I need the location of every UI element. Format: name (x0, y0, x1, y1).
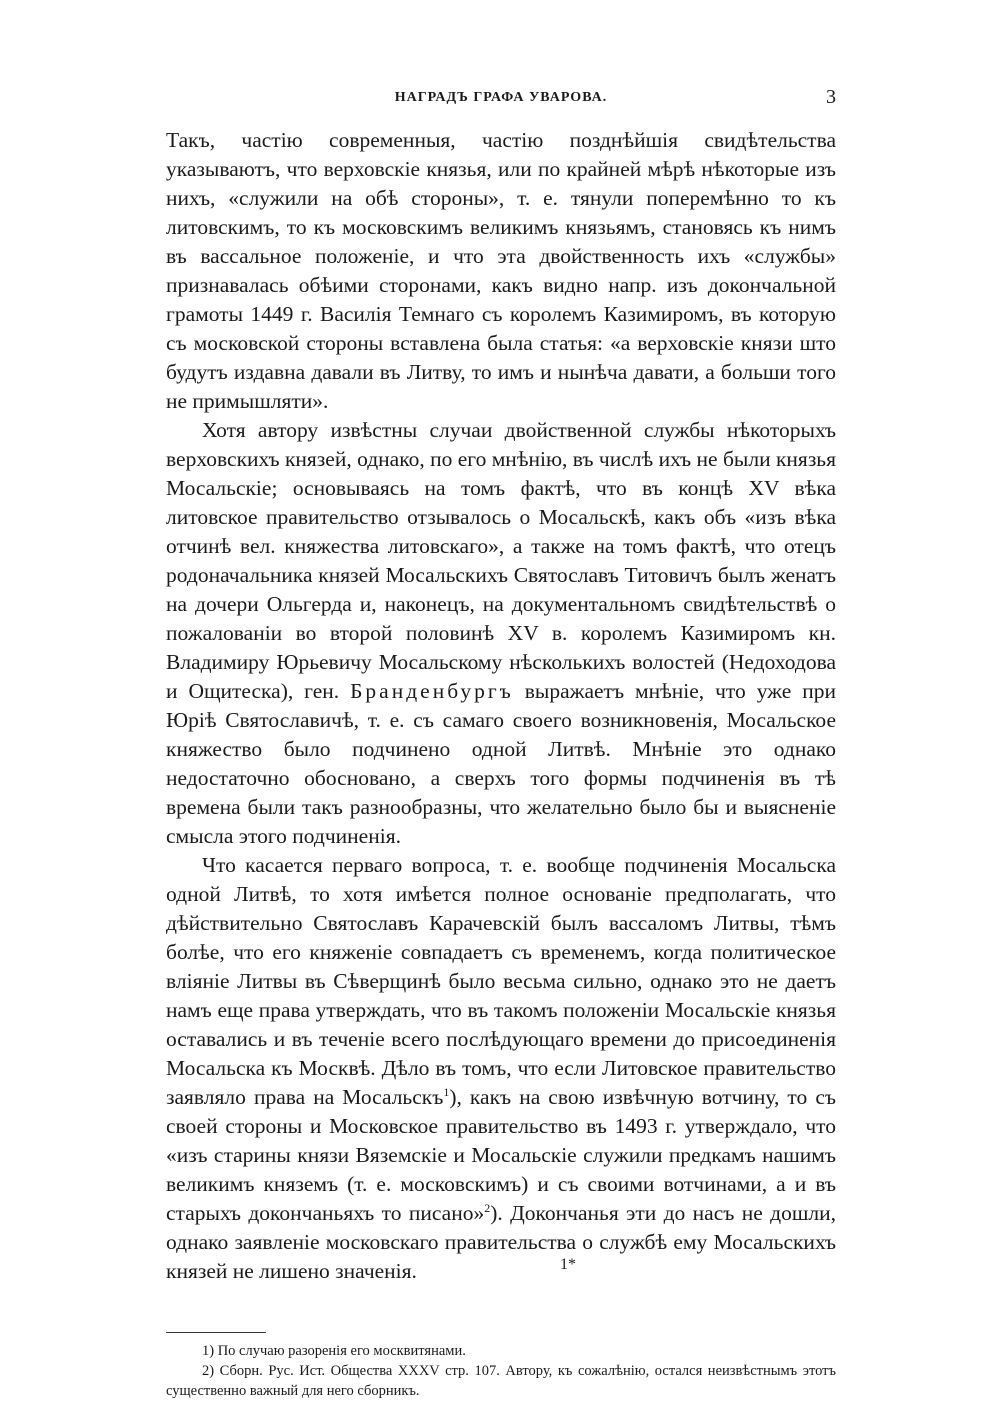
paragraph-1: Такъ, частію современныя, частію позднѣйшія свидѣтельства указываютъ, что верховскіе князья, или по крайней мѣрѣ нѣкоторые изъ нихъ, «служили на обѣ стороны», т. е. тянули поперемѣнно то къ литовскимъ, то къ московскимъ великимъ князьямъ, становясь къ нимъ въ вассальное положеніе, и что эта двойственность ихъ «службы» признавалась обѣими сторонами, какъ видно напр. изъ докончальной грамоты 1449 г. Василія Темнаго съ королемъ Казимиромъ, въ которую съ московской стороны вставлена была статья: «а верховскіе князи што будутъ издавна давали въ Литву, то имъ и нынѣча давати, а больши того не примышляти». (166, 128, 836, 413)
footnote-rule (166, 1332, 266, 1333)
paragraph-3 (166, 851, 836, 1286)
paragraph-2-part-2: выражаетъ мнѣніе, что уже при Юріѣ Святославичѣ, т. е. съ самаго своего возникновенія, Мосальское княжество было подчинено одной Литвѣ. Мнѣніе это однако недостаточно обосновано, а сверхъ того формы подчиненія въ тѣ времена были такъ разнообразны, что желательно было бы и выясненіе смысла этого подчиненія. (166, 679, 836, 848)
paragraph-2 (166, 416, 836, 851)
running-head (166, 80, 836, 120)
footnotes (166, 1341, 836, 1401)
page (166, 80, 836, 1401)
paragraph-3-part-1: Что касается перваго вопроса, т. е. вообще подчиненія Мосальска одной Литвѣ, то хотя имѣется полное основаніе предполагать, что дѣйствительно Святославъ Карачевскій былъ вассаломъ Литвы, тѣмъ болѣе, что его княженіе совпадаетъ съ временемъ, когда политическое вліяніе Литвы въ Сѣверщинѣ было весьма сильно, однако это не даетъ намъ еще права утверждать, что въ такомъ положеніи Мосальскіе князья оставались и въ теченіе всего послѣдующаго времени до присоединенія Мосальска къ Москвѣ. Дѣло въ томъ, что если Литовское правительство заявляло права на Мосальскъ (166, 853, 836, 1109)
signature-mark: 1* (560, 1256, 576, 1273)
footnote-1: 1) По случаю разоренія его москвитянами. (202, 1343, 466, 1359)
running-title: НАГРАДЪ ГРАФА УВАРОВА. (394, 90, 608, 105)
footnote-2: 2) Сборн. Рус. Ист. Общества XXXV стр. 107. Автору, къ сожалѣнію, остался неизвѣстнымъ этотъ существенно важный для него сборникъ. (166, 1363, 836, 1399)
footnote-ref-1: 1 (443, 1084, 450, 1099)
page-number: 3 (826, 86, 836, 108)
body-text (166, 126, 836, 1286)
footnote-ref-2: 2 (484, 1200, 491, 1215)
author-name-brandenburg: Бранденбургъ (350, 679, 514, 703)
paragraph-3-part-2: ), какъ на свою извѣчную вотчину, то съ своей стороны и Московское правительство въ 1493 г. утверждало, что «изъ старины князи Вяземскіе и Мосальскіе служили предкамъ нашимъ великимъ княземъ (т. е. московскимъ) и съ своими вотчинами, а и въ старыхъ докончаньяхъ то писано» (166, 1085, 836, 1225)
paragraph-3-part-3: ). Докончанья эти до насъ не дошли, однако заявленіе московскаго правительства о службѣ ему Мосальскихъ князей не лишено значенія. (166, 1201, 836, 1283)
paragraph-2-part-1: Хотя автору извѣстны случаи двойственной службы нѣкоторыхъ верховскихъ князей, однако, по его мнѣнію, въ числѣ ихъ не были князья Мосальскіе; основываясь на томъ фактѣ, что въ концѣ XV вѣка литовское правительство отзывалось о Мосальскѣ, какъ объ «изъ вѣка отчинѣ вел. княжества литовскаго», а также на томъ фактѣ, что отецъ родоначальника князей Мосальскихъ Святославъ Титовичъ былъ женатъ на дочери Ольгерда и, наконецъ, на документальномъ свидѣтельствѣ о пожалованіи во второй половинѣ XV в. королемъ Казимиромъ кн. Владимиру Юрьевичу Мосальскому нѣсколькихъ волостей (Недоходова и Ощитеска), ген. (166, 418, 836, 703)
